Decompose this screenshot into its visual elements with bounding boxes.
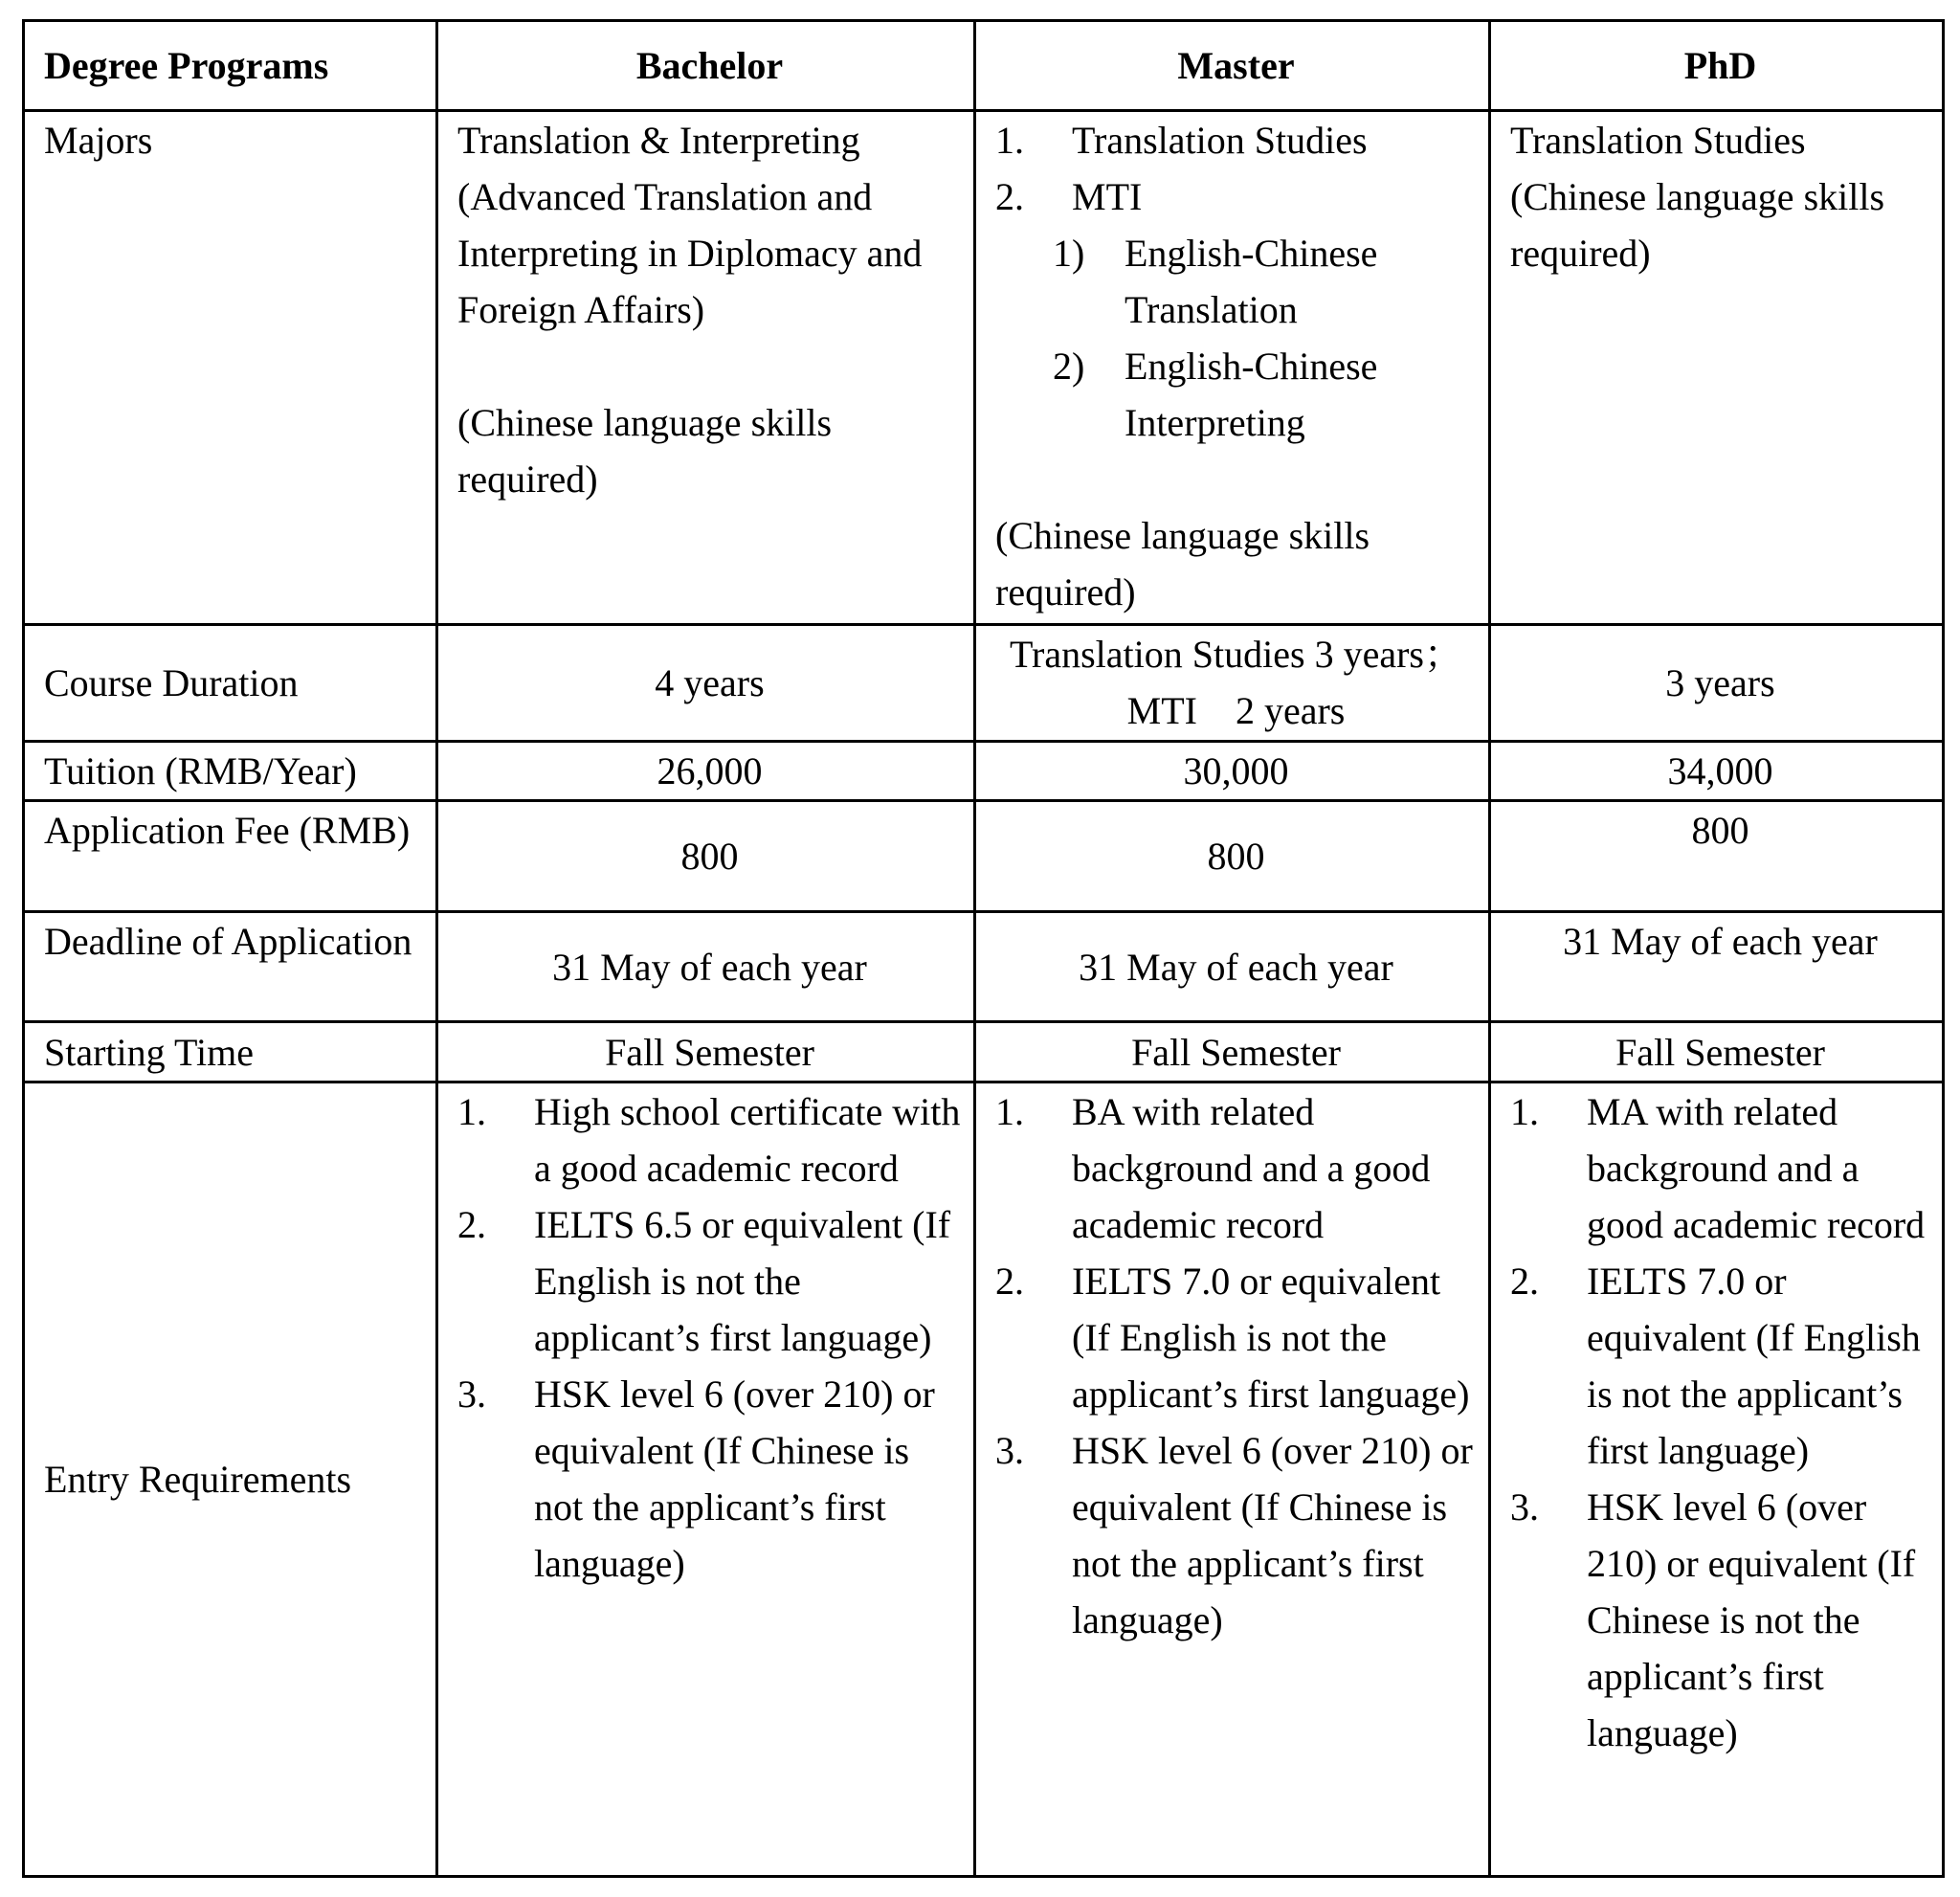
- header-phd: PhD: [1490, 21, 1944, 111]
- table-row-starting-time: [24, 1022, 1944, 1082]
- list-item: [995, 112, 1477, 168]
- fee-phd: 800: [1490, 801, 1944, 912]
- list-number: 2.: [995, 1259, 1024, 1303]
- list-text: HSK level 6 (over 210) or equivalent (If Chinese is not the applicant’s first language): [1587, 1484, 1916, 1754]
- entry-master-list: [995, 1083, 1477, 1648]
- table-row-deadline: [24, 911, 1944, 1022]
- fee-bachelor: 800: [437, 801, 975, 912]
- list-number: 3.: [995, 1428, 1024, 1472]
- list-item: [1510, 1253, 1930, 1479]
- list-text: English-Chinese Translation: [1125, 231, 1378, 331]
- list-number: 2.: [457, 1202, 486, 1246]
- duration-phd: 3 years: [1490, 624, 1944, 741]
- spacer: [995, 451, 1477, 507]
- list-item: [995, 1422, 1477, 1648]
- list-item: [1053, 338, 1477, 451]
- table-row-majors: [24, 110, 1944, 624]
- duration-bachelor: 4 years: [437, 624, 975, 741]
- entry-phd-cell: [1490, 1082, 1944, 1876]
- list-text: MA with related background and a good academic record: [1587, 1089, 1926, 1246]
- entry-bachelor-list: [457, 1083, 962, 1592]
- majors-bachelor-main: Translation & Interpreting (Advanced Translation and Interpreting in Diplomacy and Foreign Affairs): [457, 118, 932, 331]
- list-text: HSK level 6 (over 210) or equivalent (If Chinese is not the applicant’s first language): [534, 1372, 935, 1585]
- start-master: Fall Semester: [975, 1022, 1490, 1082]
- header-degree-programs: Degree Programs: [24, 21, 437, 111]
- majors-phd-main: Translation Studies (Chinese language skills required): [1510, 118, 1895, 275]
- list-number: 2.: [995, 174, 1024, 218]
- start-bachelor: Fall Semester: [437, 1022, 975, 1082]
- entry-bachelor-cell: [437, 1082, 975, 1876]
- list-number: 1.: [995, 1089, 1024, 1133]
- table-row-duration: [24, 624, 1944, 741]
- fee-master: 800: [975, 801, 1490, 912]
- list-text: IELTS 6.5 or equivalent (If English is not the applicant’s first language): [534, 1202, 951, 1359]
- list-item: [457, 1196, 962, 1366]
- start-phd: Fall Semester: [1490, 1022, 1944, 1082]
- spacer: [457, 338, 962, 394]
- majors-master-cell: [975, 110, 1490, 624]
- table-row-tuition: [24, 741, 1944, 800]
- row-label-duration: Course Duration: [24, 624, 437, 741]
- list-item: [457, 1083, 962, 1196]
- list-item: [1510, 1479, 1930, 1761]
- row-label-deadline: Deadline of Application: [24, 911, 437, 1022]
- row-label-majors: Majors: [24, 110, 437, 624]
- list-number: 3.: [1510, 1484, 1539, 1529]
- list-number: 2.: [1510, 1259, 1539, 1303]
- row-label-starting-time: Starting Time: [24, 1022, 437, 1082]
- duration-master: Translation Studies 3 years；MTI 2 years: [975, 624, 1490, 741]
- deadline-bachelor: 31 May of each year: [437, 911, 975, 1022]
- list-text: English-Chinese Interpreting: [1125, 344, 1378, 444]
- majors-master-list: [995, 112, 1477, 225]
- majors-master-note: (Chinese language skills required): [995, 513, 1380, 614]
- list-item: [1053, 225, 1477, 338]
- list-text: HSK level 6 (over 210) or equivalent (If Chinese is not the applicant’s first language): [1072, 1428, 1473, 1641]
- list-item: [995, 1253, 1477, 1422]
- header-bachelor: Bachelor: [437, 21, 975, 111]
- list-text: High school certificate with a good academic record: [534, 1089, 961, 1190]
- list-text: MTI: [1072, 174, 1143, 218]
- table-row-entry-requirements: [24, 1082, 1944, 1876]
- list-item: [457, 1366, 962, 1592]
- tuition-phd: 34,000: [1490, 741, 1944, 800]
- table-row-application-fee: [24, 801, 1944, 912]
- list-item: [1510, 1083, 1930, 1253]
- list-number: 2): [1053, 344, 1085, 388]
- list-text: Translation Studies: [1072, 118, 1368, 162]
- list-text: IELTS 7.0 or equivalent (If English is not the applicant’s first language): [1072, 1259, 1470, 1416]
- row-label-tuition: Tuition (RMB/Year): [24, 741, 437, 800]
- majors-phd-cell: [1490, 110, 1944, 624]
- header-master: Master: [975, 21, 1490, 111]
- list-item: [995, 168, 1477, 225]
- row-label-entry-requirements: Entry Requirements: [24, 1082, 437, 1876]
- list-number: 3.: [457, 1372, 486, 1416]
- row-label-application-fee: Application Fee (RMB): [24, 801, 437, 912]
- tuition-bachelor: 26,000: [437, 741, 975, 800]
- list-number: 1.: [1510, 1089, 1539, 1133]
- deadline-phd: 31 May of each year: [1490, 911, 1944, 1022]
- list-text: IELTS 7.0 or equivalent (If English is not the applicant’s first language): [1587, 1259, 1921, 1472]
- entry-phd-list: [1510, 1083, 1930, 1761]
- list-number: 1.: [995, 118, 1024, 162]
- entry-master-cell: [975, 1082, 1490, 1876]
- deadline-master: 31 May of each year: [975, 911, 1490, 1022]
- list-text: BA with related background and a good academic record: [1072, 1089, 1431, 1246]
- majors-bachelor-note: (Chinese language skills required): [457, 400, 842, 501]
- list-number: 1): [1053, 231, 1085, 275]
- majors-master-sublist: [1053, 225, 1477, 451]
- table-header-row: [24, 21, 1944, 111]
- list-number: 1.: [457, 1089, 486, 1133]
- list-item: [995, 1083, 1477, 1253]
- tuition-master: 30,000: [975, 741, 1490, 800]
- majors-bachelor-cell: [437, 110, 975, 624]
- degree-programs-table: [22, 19, 1945, 1878]
